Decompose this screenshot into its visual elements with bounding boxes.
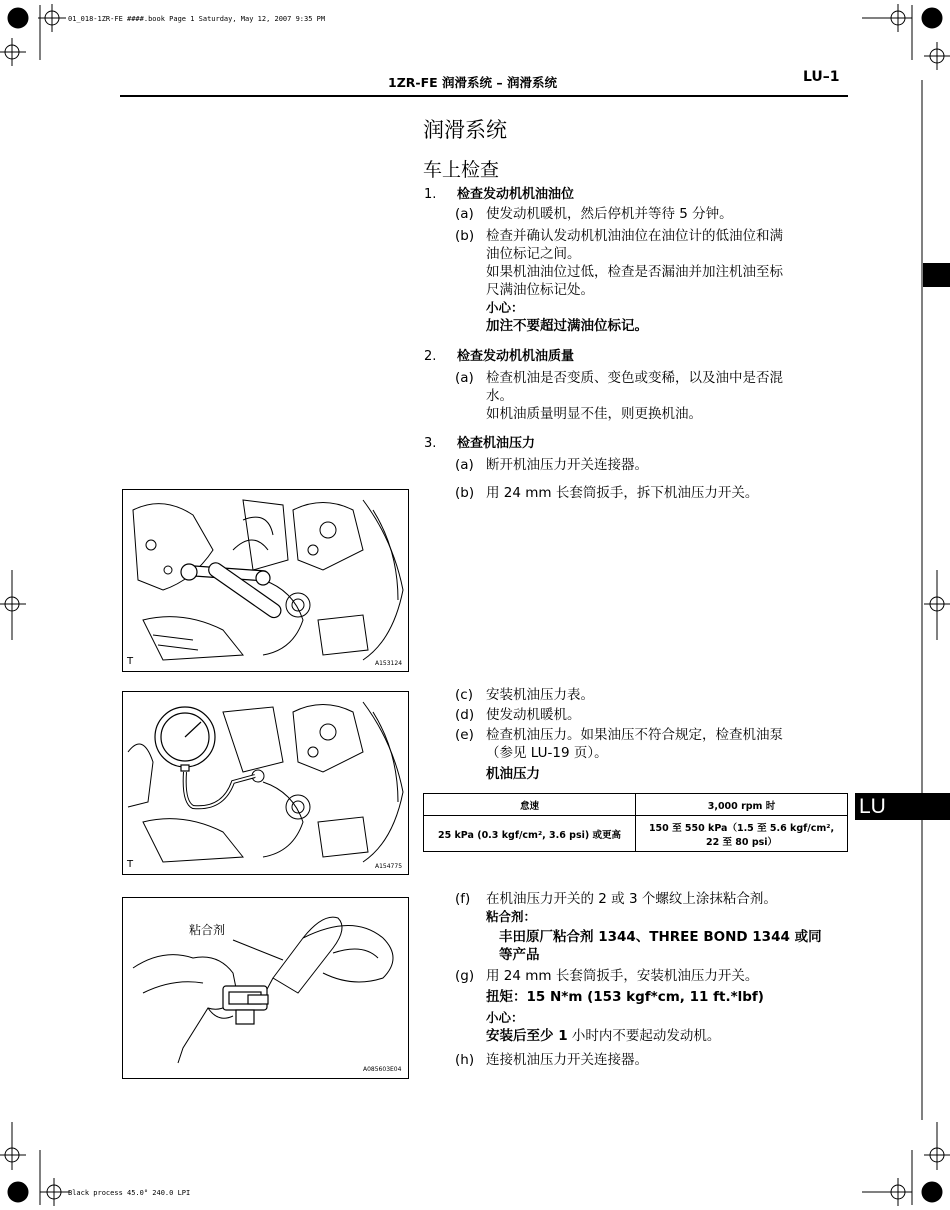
figure-id: A085603E04: [363, 1066, 402, 1073]
substep-3f: [455, 890, 855, 970]
substep-3d: [455, 706, 845, 724]
spec-title: 机油压力: [486, 766, 540, 782]
substep-3g: [455, 967, 855, 1051]
substep-text: 用 24 mm 长套筒扳手，拆下机油压力开关。: [486, 485, 759, 501]
substep-text: （参见 LU-19 页）。: [486, 745, 608, 761]
substep-text: 在机油压力开关的 2 或 3 个螺纹上涂抹粘合剂。: [486, 891, 777, 907]
substep-text: 使发动机暖机。: [486, 707, 581, 723]
caution-text-part: 小时内不要起动发动机。: [567, 1028, 721, 1044]
step-title: 检查发动机机油油位: [457, 187, 575, 202]
step-number: 1.: [424, 187, 437, 202]
print-slug-top: 01_018-1ZR-FE ####.book Page 1 Saturday, May 12, 2007 9:35 PM: [68, 15, 326, 23]
table-cell-3000rpm: [636, 816, 848, 852]
substep-label: (b): [455, 228, 475, 244]
figure-id: A153124: [375, 660, 403, 667]
substep-label: (c): [455, 687, 473, 703]
table-cell-line: 22 至 80 psi）: [705, 836, 778, 848]
engine-gauge-illustration: [123, 692, 408, 874]
side-tab-lu: LU: [855, 793, 950, 820]
adhesive-callout: 粘合剂: [189, 923, 226, 937]
step-title: 检查机油压力: [457, 436, 536, 451]
spec-title: 粘合剂：: [486, 909, 537, 924]
substep-text: 检查机油是否变质、变色或变稀，以及油中是否混: [486, 370, 783, 386]
substep-text: 如果机油油位过低，检查是否漏油并加注机油至标: [486, 264, 783, 280]
substep-3e: [455, 726, 845, 790]
substep-label: (d): [455, 707, 475, 723]
substep-text: 使发动机暖机，然后停机并等待 5 分钟。: [486, 206, 733, 222]
torque-value: 15 N*m (153 kgf*cm, 11 ft.*lbf): [526, 989, 764, 1005]
table-cell-line: 150 至 550 kPa（1.5 至 5.6 kgf/cm²,: [648, 822, 835, 834]
side-thumb-block: [923, 263, 950, 287]
substep-label: (b): [455, 485, 475, 501]
substep-text: 断开机油压力开关连接器。: [486, 457, 648, 473]
substep-label: (h): [455, 1052, 475, 1068]
oil-pressure-table: [423, 793, 848, 852]
substep-1a: [455, 205, 845, 223]
header-page-number: LU–1: [803, 69, 840, 85]
substep-label: (e): [455, 727, 474, 743]
step-number: 2.: [424, 349, 437, 364]
caution-label: 小心：: [486, 1010, 524, 1025]
substep-label: (a): [455, 457, 474, 473]
figure-remove-switch: [122, 489, 409, 672]
spec-text: 等产品: [499, 947, 540, 963]
table-cell-idle: 25 kPa (0.3 kgf/cm², 3.6 psi) 或更高: [424, 816, 636, 852]
substep-1b: [455, 227, 845, 339]
substep-text: 连接机油压力开关连接器。: [486, 1052, 648, 1068]
step-title: 检查发动机机油质量: [457, 349, 575, 364]
caution-hours: 1: [558, 1028, 568, 1044]
substep-text: 检查机油压力。如果油压不符合规定，检查机油泵: [486, 727, 783, 743]
figure-pressure-gauge: [122, 691, 409, 875]
figure-id: A154775: [375, 863, 403, 870]
substep-3c: [455, 686, 845, 704]
torque-spec: [486, 988, 856, 1006]
header-title: 1ZR-FE 润滑系统 – 润滑系统: [388, 75, 557, 90]
substep-text: 尺满油位标记处。: [486, 282, 594, 298]
substep-text: 水。: [486, 388, 513, 404]
caution-text-part: 安装后至少: [486, 1028, 559, 1044]
step-2: [424, 348, 844, 366]
caution-text: 加注不要超过满油位标记。: [486, 318, 648, 334]
figure-tag: T: [127, 859, 134, 870]
step-3: [424, 435, 844, 453]
section-title: 车上检查: [423, 159, 500, 181]
header-rule: [120, 95, 848, 97]
figure-tag: T: [127, 656, 134, 667]
substep-3a: [455, 456, 845, 474]
print-slug-bottom: Black process 45.0° 240.0 LPI: [68, 1189, 191, 1197]
step-number: 3.: [424, 436, 437, 451]
step-1: [424, 186, 844, 204]
substep-2a: [455, 369, 845, 425]
torque-label: 扭矩：: [486, 989, 527, 1005]
substep-label: (f): [455, 891, 471, 907]
caution-label: 小心：: [486, 300, 524, 315]
spec-text: 丰田原厂粘合剂 1344、THREE BOND 1344 或同: [499, 929, 822, 945]
substep-3b: [455, 484, 845, 502]
substep-text: 检查并确认发动机机油油位在油位计的低油位和满: [486, 228, 783, 244]
table-header-3000rpm: 3,000 rpm 时: [636, 794, 848, 816]
page-title: 润滑系统: [423, 118, 507, 142]
substep-label: (a): [455, 370, 474, 386]
adhesive-hands-illustration: [123, 898, 408, 1078]
substep-text: 安装机油压力表。: [486, 687, 594, 703]
substep-text: 用 24 mm 长套筒扳手，安装机油压力开关。: [486, 968, 759, 984]
substep-label: (g): [455, 968, 475, 984]
caution-text: [486, 1027, 856, 1045]
substep-text: 油位标记之间。: [486, 246, 581, 262]
engine-wrench-illustration: [123, 490, 408, 671]
table-header-idle: 怠速: [424, 794, 636, 816]
substep-text: 如机油质量明显不佳，则更换机油。: [486, 406, 702, 422]
substep-3h: [455, 1051, 845, 1069]
figure-apply-adhesive: [122, 897, 409, 1079]
substep-label: (a): [455, 206, 474, 222]
